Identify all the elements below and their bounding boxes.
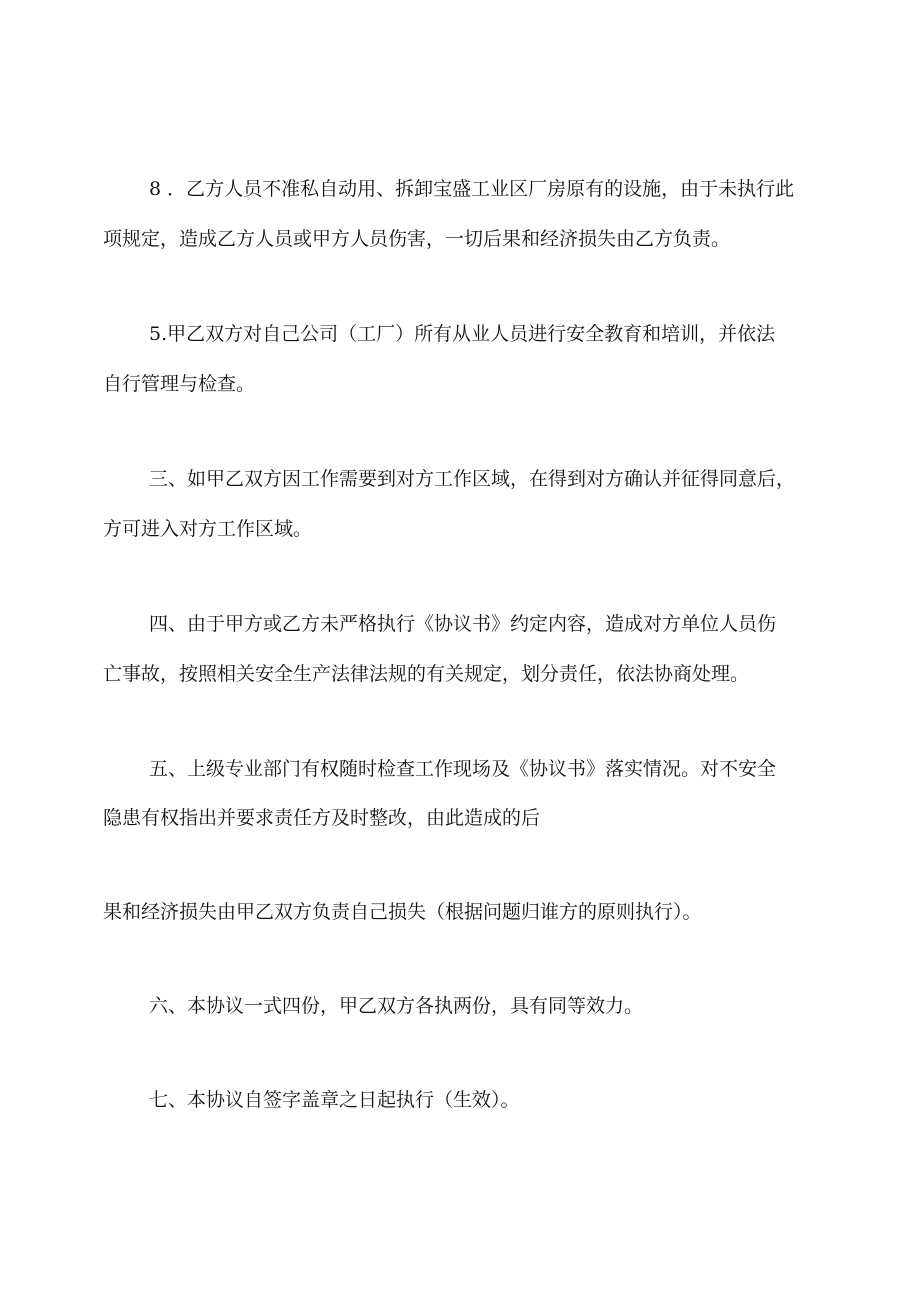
section-3-line-1: 三、如甲乙双方因工作需要到对方工作区域，在得到对方确认并征得同意后，	[149, 468, 796, 490]
section-4-line-1: 四、由于甲方或乙方未严格执行《协议书》约定内容，造成对方单位人员伤	[149, 613, 777, 635]
clause-8-line-1: 8 ．乙方人员不准私自动用、拆卸宝盛工业区厂房原有的设施，由于未执行此	[149, 178, 795, 200]
section-5-line-2: 隐患有权指出并要求责任方及时整改，由此造成的后	[103, 807, 541, 829]
section-5-line-3: 果和经济损失由甲乙双方负责自己损失（根据问题归谁方的原则执行）。	[103, 901, 702, 923]
section-3-line-2: 方可进入对方工作区域。	[103, 518, 313, 540]
clause-8-line-2: 项规定，造成乙方人员或甲方人员伤害，一切后果和经济损失由乙方负责。	[103, 228, 731, 250]
section-5-line-1: 五、上级专业部门有权随时检查工作现场及《协议书》落实情况。对不安全	[149, 758, 777, 780]
section-7-line: 七、本协议自签字盖章之日起执行（生效）。	[149, 1089, 520, 1111]
clause-5-line-2: 自行管理与检查。	[103, 373, 256, 395]
clause-5-line-1: 5.甲乙双方对自己公司（工厂）所有从业人员进行安全教育和培训，并依法	[149, 323, 776, 345]
section-4-line-2: 亡事故，按照相关安全生产法律法规的有关规定，划分责任，依法协商处理。	[103, 663, 750, 685]
section-6-line: 六、本协议一式四份，甲乙双方各执两份，具有同等效力。	[149, 995, 644, 1017]
